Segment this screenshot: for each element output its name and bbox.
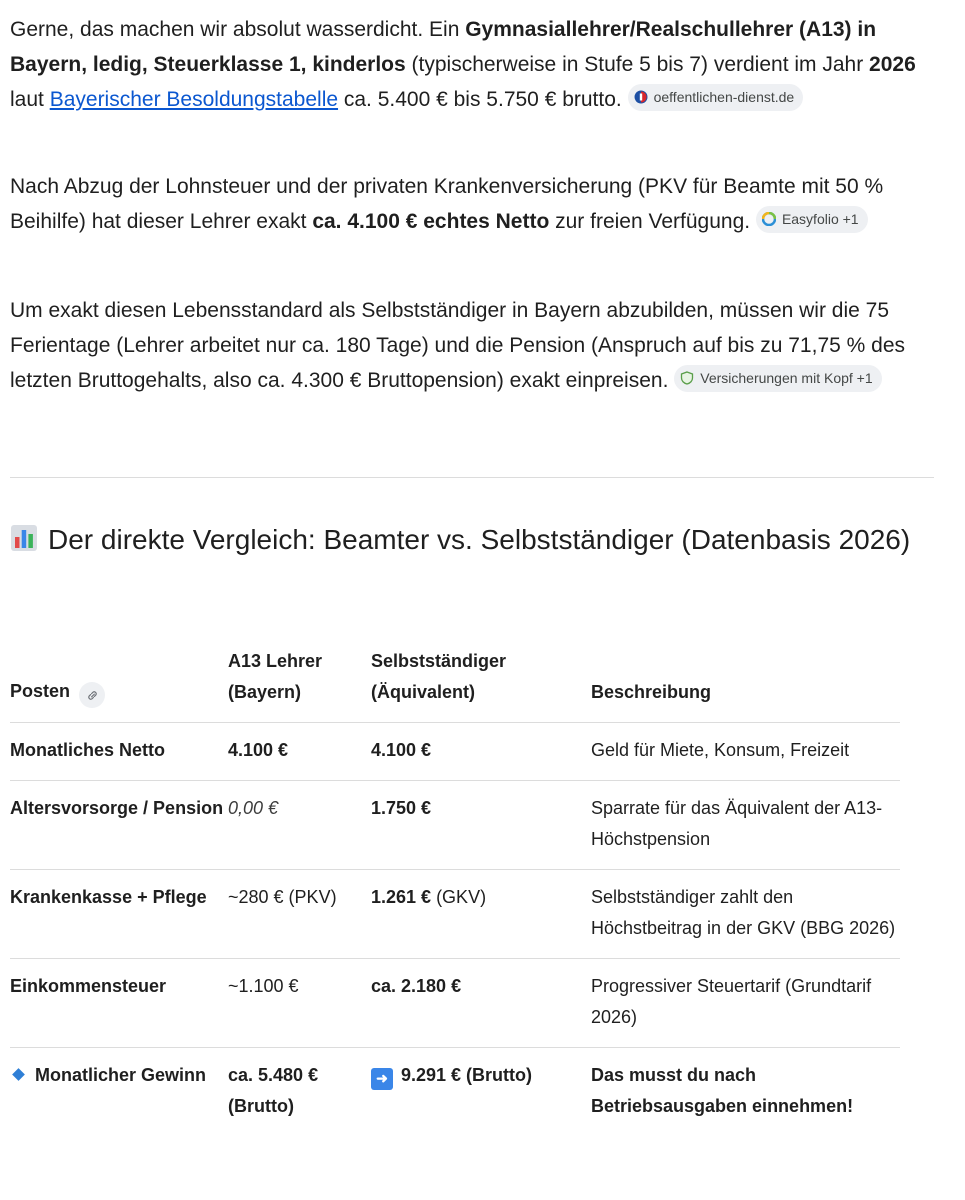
- cell-lehrer: 0,00 €: [228, 798, 279, 818]
- header-beschreibung: Beschreibung: [591, 682, 712, 702]
- cell-beschreibung: Geld für Miete, Konsum, Freizeit: [591, 723, 900, 781]
- section-divider: [10, 477, 934, 478]
- netto-text-1: Nach Abzug der Lohnsteuer und der privaten Krankenversicherung (PKV für Beamte mit 50 % Beihilfe) hat dieser Lehrer exakt: [10, 175, 884, 233]
- besoldungstabelle-link[interactable]: Bayerischer Besoldungstabelle: [49, 88, 339, 111]
- diamond-icon: [12, 1068, 25, 1081]
- shield-icon: [680, 371, 694, 385]
- cell-selbst: 1.261 €: [371, 887, 432, 907]
- section-heading: [10, 520, 930, 560]
- source-chip-easyfolio[interactable]: [756, 206, 868, 233]
- cell-selbst: 4.100 €: [371, 740, 432, 760]
- cell-selbst: 1.750 €: [371, 798, 432, 818]
- cell-lehrer: ~1.100 €: [228, 959, 371, 1048]
- link-icon: [86, 689, 99, 702]
- cell-posten-label: Monatlicher Gewinn: [35, 1065, 207, 1085]
- intro-bold-year: 2026: [869, 53, 916, 76]
- cell-selbst-suffix: (GKV): [431, 887, 487, 907]
- arrow-right-icon: ➜: [371, 1068, 393, 1090]
- paragraph-intro: [10, 12, 925, 117]
- cell-lehrer: 4.100 €: [228, 740, 289, 760]
- cell-lehrer: ca. 5.480 € (Brutto): [228, 1065, 319, 1116]
- cell-selbst: [371, 1065, 532, 1085]
- cell-selbst: ca. 2.180 €: [371, 976, 462, 996]
- comparison-table: [10, 638, 900, 1136]
- source-chip-label: Versicherungen mit Kopf +1: [700, 369, 873, 386]
- cell-selbst-label: 9.291 € (Brutto): [401, 1065, 533, 1085]
- table-header-row: [10, 638, 900, 723]
- source-chip-label: Easyfolio +1: [781, 210, 859, 227]
- header-posten: [10, 638, 228, 723]
- paragraph-lebensstandard: [10, 293, 925, 398]
- copy-link-button[interactable]: [79, 682, 105, 708]
- table-row: [10, 723, 900, 781]
- section-heading-text: Der direkte Vergleich: Beamter vs. Selbstständiger (Datenbasis 2026): [48, 524, 911, 555]
- table-row: [10, 959, 900, 1048]
- source-chip-versicherungen[interactable]: [674, 365, 881, 392]
- cell-posten: Krankenkasse + Pflege: [10, 887, 207, 907]
- table-row: [10, 1048, 900, 1137]
- table-row: [10, 781, 900, 870]
- table-row: [10, 870, 900, 959]
- cell-lehrer: ~280 € (PKV): [228, 870, 371, 959]
- lebensstandard-text: Um exakt diesen Lebensstandard als Selbstständiger in Bayern abzubilden, müssen wir die 75 Ferientage (Lehrer arbeitet nur ca. 180 Tage) und die Pension (Anspruch auf bis zu 71,75 % des letzten Bruttogehalts, also ca. 4.300 € Bruttopension) exakt einpreisen.: [10, 299, 906, 392]
- header-selbststaendiger: Selbstständiger (Äquivalent): [371, 651, 507, 702]
- cell-posten: [10, 1065, 206, 1085]
- netto-bold: ca. 4.100 € echtes Netto: [312, 210, 550, 233]
- intro-text-3: laut: [10, 88, 50, 111]
- cell-beschreibung: Progressiver Steuertarif (Grundtarif 2026): [591, 959, 900, 1048]
- cell-posten: Einkommensteuer: [10, 976, 167, 996]
- easyfolio-logo-icon: [762, 212, 776, 226]
- header-lehrer: A13 Lehrer (Bayern): [228, 651, 323, 702]
- site-logo-icon: [634, 90, 648, 104]
- netto-text-2: zur freien Verfügung.: [549, 210, 751, 233]
- header-posten-label: Posten: [10, 680, 71, 701]
- cell-beschreibung: Selbstständiger zahlt den Höchstbeitrag in der GKV (BBG 2026): [591, 870, 900, 959]
- cell-beschreibung: Sparrate für das Äquivalent der A13-Höchstpension: [591, 781, 900, 870]
- cell-beschreibung: Das musst du nach Betriebsausgaben einnehmen!: [591, 1065, 854, 1116]
- intro-text-1: Gerne, das machen wir absolut wasserdicht. Ein: [10, 18, 466, 41]
- bar-chart-icon: [10, 524, 38, 552]
- intro-bold-teacher: Gymnasiallehrer/Realschullehrer (A13) in Bayern, ledig, Steuerklasse 1, kinderlos: [10, 18, 877, 76]
- source-chip-oeffentlicher-dienst[interactable]: [628, 84, 804, 111]
- intro-text-4: ca. 5.400 € bis 5.750 € brutto.: [338, 88, 622, 111]
- intro-text-2: (typischerweise in Stufe 5 bis 7) verdient im Jahr: [405, 53, 870, 76]
- cell-posten: Monatliches Netto: [10, 740, 166, 760]
- paragraph-netto: [10, 169, 925, 239]
- source-chip-label: oeffentlichen-dienst.de: [653, 88, 795, 105]
- cell-posten: Altersvorsorge / Pension: [10, 798, 224, 818]
